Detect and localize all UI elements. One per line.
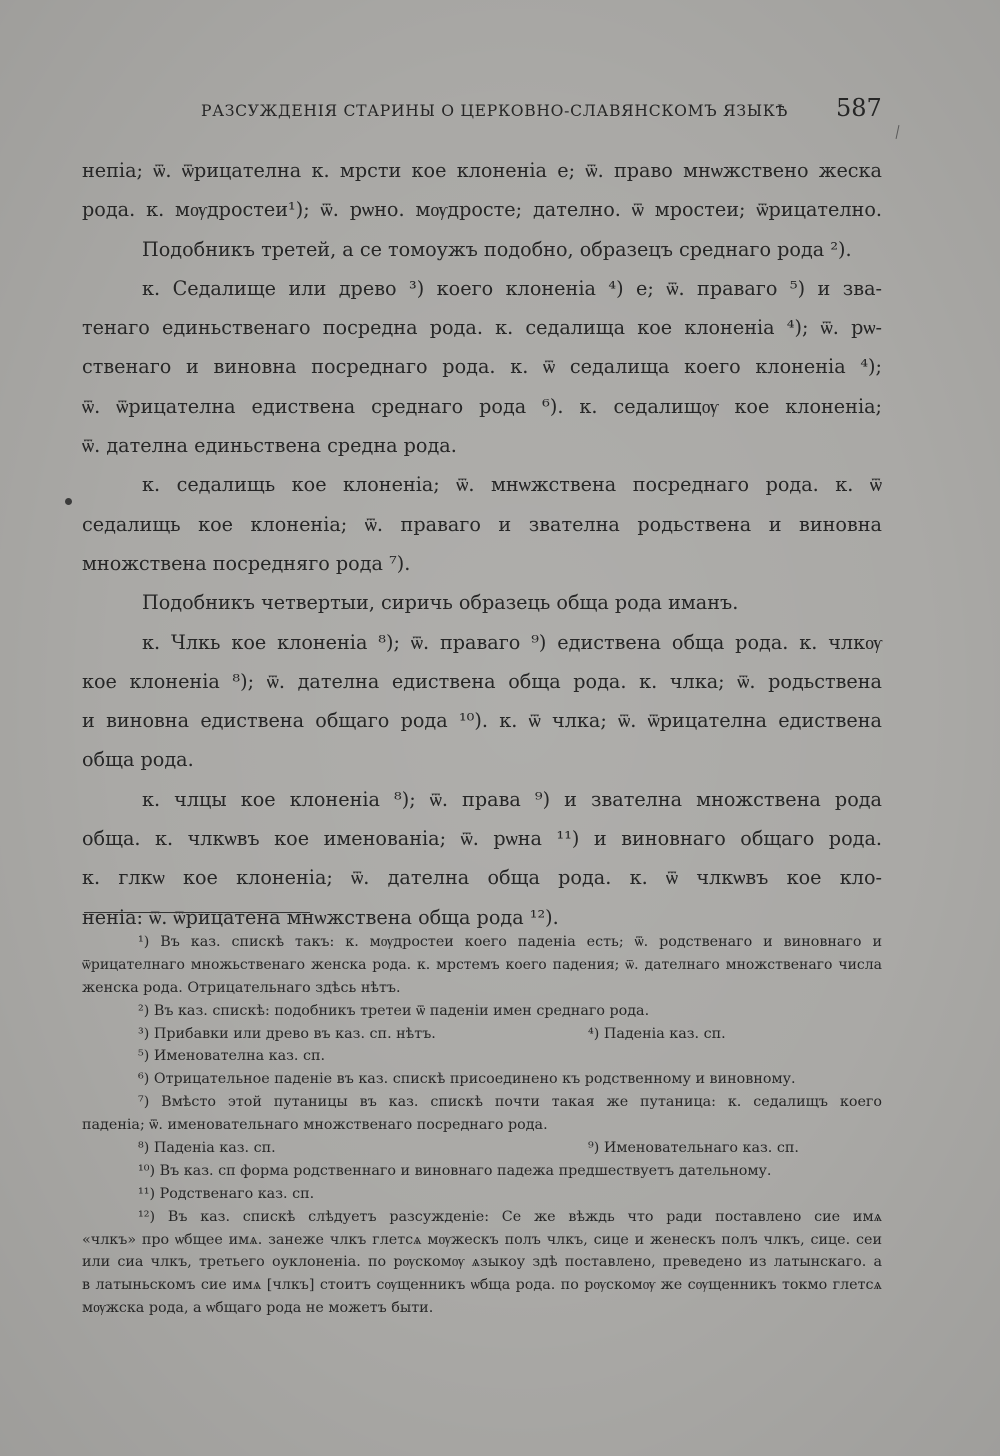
text-line: ственаго и виновна посреднаго рода. к. ѿ седалища коего клоненіа ⁴); xyxy=(82,355,882,379)
footnote-line: ³) Прибавки или древо въ каз. сп. нѣтъ. xyxy=(138,1025,436,1042)
margin-mark xyxy=(896,125,900,139)
text-line: неніа: ѿ. ѿрицатена мнѡжствена обща рода ¹²). xyxy=(82,905,559,929)
footnote-line: в латыньскомъ сие имѧ [члкъ] стоитъ сѹщенникъ ѡбща рода. по рѹскомѹ же сѹщенникъ токмо глетсѧ xyxy=(82,1277,882,1294)
footnote-line: ⁸) Паденіа каз. сп. xyxy=(138,1140,276,1157)
footnote-line: ⁶) Отрицательное паденіе въ каз. спискѣ присоединено къ родственному и виновному. xyxy=(138,1071,796,1088)
running-head: РАЗСУЖДЕНІЯ СТАРИНЫ О ЦЕРКОВНО-СЛАВЯНСКОМЪ ЯЗЫКѢ xyxy=(201,102,789,120)
text-line: седалищь кое клоненіа; ѿ. праваго и звателна родьствена и виновна xyxy=(82,512,882,536)
text-line: к. седалищь кое клоненіа; ѿ. мнѡжствена посреднаго рода. к. ѿ xyxy=(142,473,882,497)
footnote-separator xyxy=(84,912,310,913)
text-line: к. Члкь кое клоненіа ⁸); ѿ. праваго ⁹) едиствена обща рода. к. члкѹ xyxy=(142,630,882,654)
footnote-line: паденіа; ѿ. именовательнаго множственаго посреднаго рода. xyxy=(82,1117,548,1134)
text-line: обща. к. члкѡвъ кое именованіа; ѿ. рѡна ¹¹) и виновнаго общаго рода. xyxy=(82,827,882,851)
main-text xyxy=(82,151,882,937)
footnote-line: или сиа члкъ, третьего оуклоненіа. по рѹскомѹ ѧзыкоу здѣ поставлено, преведено из латынскаго. а xyxy=(82,1254,882,1271)
footnote-line: «члкъ» про ѡбщее имѧ. занеже члкъ глетсѧ мѹжескъ полъ члкъ, сице и женескъ полъ члкъ, сице. сеи xyxy=(82,1231,882,1248)
text-line: ѿ. дателна единьствена средна рода. xyxy=(82,434,457,458)
footnote-line: мѹжска рода, а ѡбщаго рода не можетъ быти. xyxy=(82,1300,434,1317)
ink-blot xyxy=(65,498,72,505)
footnote-line: женска рода. Отрицательнаго здѣсь нѣтъ. xyxy=(82,979,401,996)
footnote-line: ¹⁰) Въ каз. сп форма родственнаго и виновнаго падежа предшествуетъ дательному. xyxy=(138,1162,772,1179)
footnote-row xyxy=(82,1137,882,1160)
text-line: обща рода. xyxy=(82,748,194,772)
text-line: Подобникъ третей, а се томоужъ подобно, образецъ среднаго рода ²). xyxy=(142,237,852,261)
footnote-line: ¹¹) Родственаго каз. сп. xyxy=(138,1185,315,1202)
footnotes xyxy=(82,931,882,1320)
text-line: рода. к. мѹдростеи¹); ѿ. рѡно. мѹдросте; дателно. ѿ мростеи; ѿрицателно. xyxy=(82,198,882,222)
text-line: тенаго единьственаго посредна рода. к. седалища кое клоненіа ⁴); ѿ. рѡ- xyxy=(82,316,882,340)
footnote-line: ²) Въ каз. спискѣ: подобникъ третеи ѿ паденіи имен среднаго рода. xyxy=(138,1002,650,1019)
footnote-line: ¹) Въ каз. спискѣ такъ: к. мѹдростеи коего паденіа есть; ѿ. родственаго и виновнаго и xyxy=(138,934,882,950)
text-line: к. глкѡ кое клоненіа; ѿ. дателна обща рода. к. ѿ члкѡвъ кое кло- xyxy=(82,866,882,890)
text-line: к. члцы кое клоненіа ⁸); ѿ. права ⁹) и звателна множствена рода xyxy=(142,787,882,811)
footnote-line: ⁹) Именовательнаго каз. сп. xyxy=(588,1140,799,1157)
text-line: Подобникъ четвертыи, сиричь образець обща рода иманъ. xyxy=(142,591,739,615)
text-line: множствена посредняго рода ⁷). xyxy=(82,551,411,575)
text-line: и виновна едиствена общаго рода ¹⁰). к. ѿ члка; ѿ. ѿрицателна едиствена xyxy=(82,709,882,733)
footnote-line: ѿрицателнаго множьственаго женска рода. к. мрстемъ коего падения; ѿ. дателнаго множственаго числа xyxy=(82,956,882,973)
text-line: к. Седалище или древо ³) коего клоненіа ⁴) е; ѿ. праваго ⁵) и зва- xyxy=(142,276,882,300)
footnote-line: ⁷) Вмѣсто этой путаницы въ каз. спискѣ почти такая же путаница: к. седалищъ коего xyxy=(138,1094,882,1111)
footnote-line: ⁵) Именователна каз. сп. xyxy=(138,1048,326,1065)
text-line: ѿ. ѿрицателна едиствена среднаго рода ⁶). к. седалищѹ кое клоненіа; xyxy=(82,394,882,418)
footnote-line: ¹²) Въ каз. спискѣ слѣдуетъ разсужденіе: Се же вѣждь что ради поставлено сие имѧ xyxy=(138,1208,882,1225)
footnote-line: ⁴) Паденіа каз. сп. xyxy=(588,1025,726,1042)
text-line: непіа; ѿ. ѿрицателна к. мрсти кое клоненіа е; ѿ. право мнѡжствено жеска xyxy=(82,159,882,182)
text-line: кое клоненіа ⁸); ѿ. дателна едиствена обща рода. к. члка; ѿ. родьствена xyxy=(82,669,882,693)
page-number: 587 xyxy=(836,94,882,122)
footnote-row xyxy=(82,1023,882,1046)
